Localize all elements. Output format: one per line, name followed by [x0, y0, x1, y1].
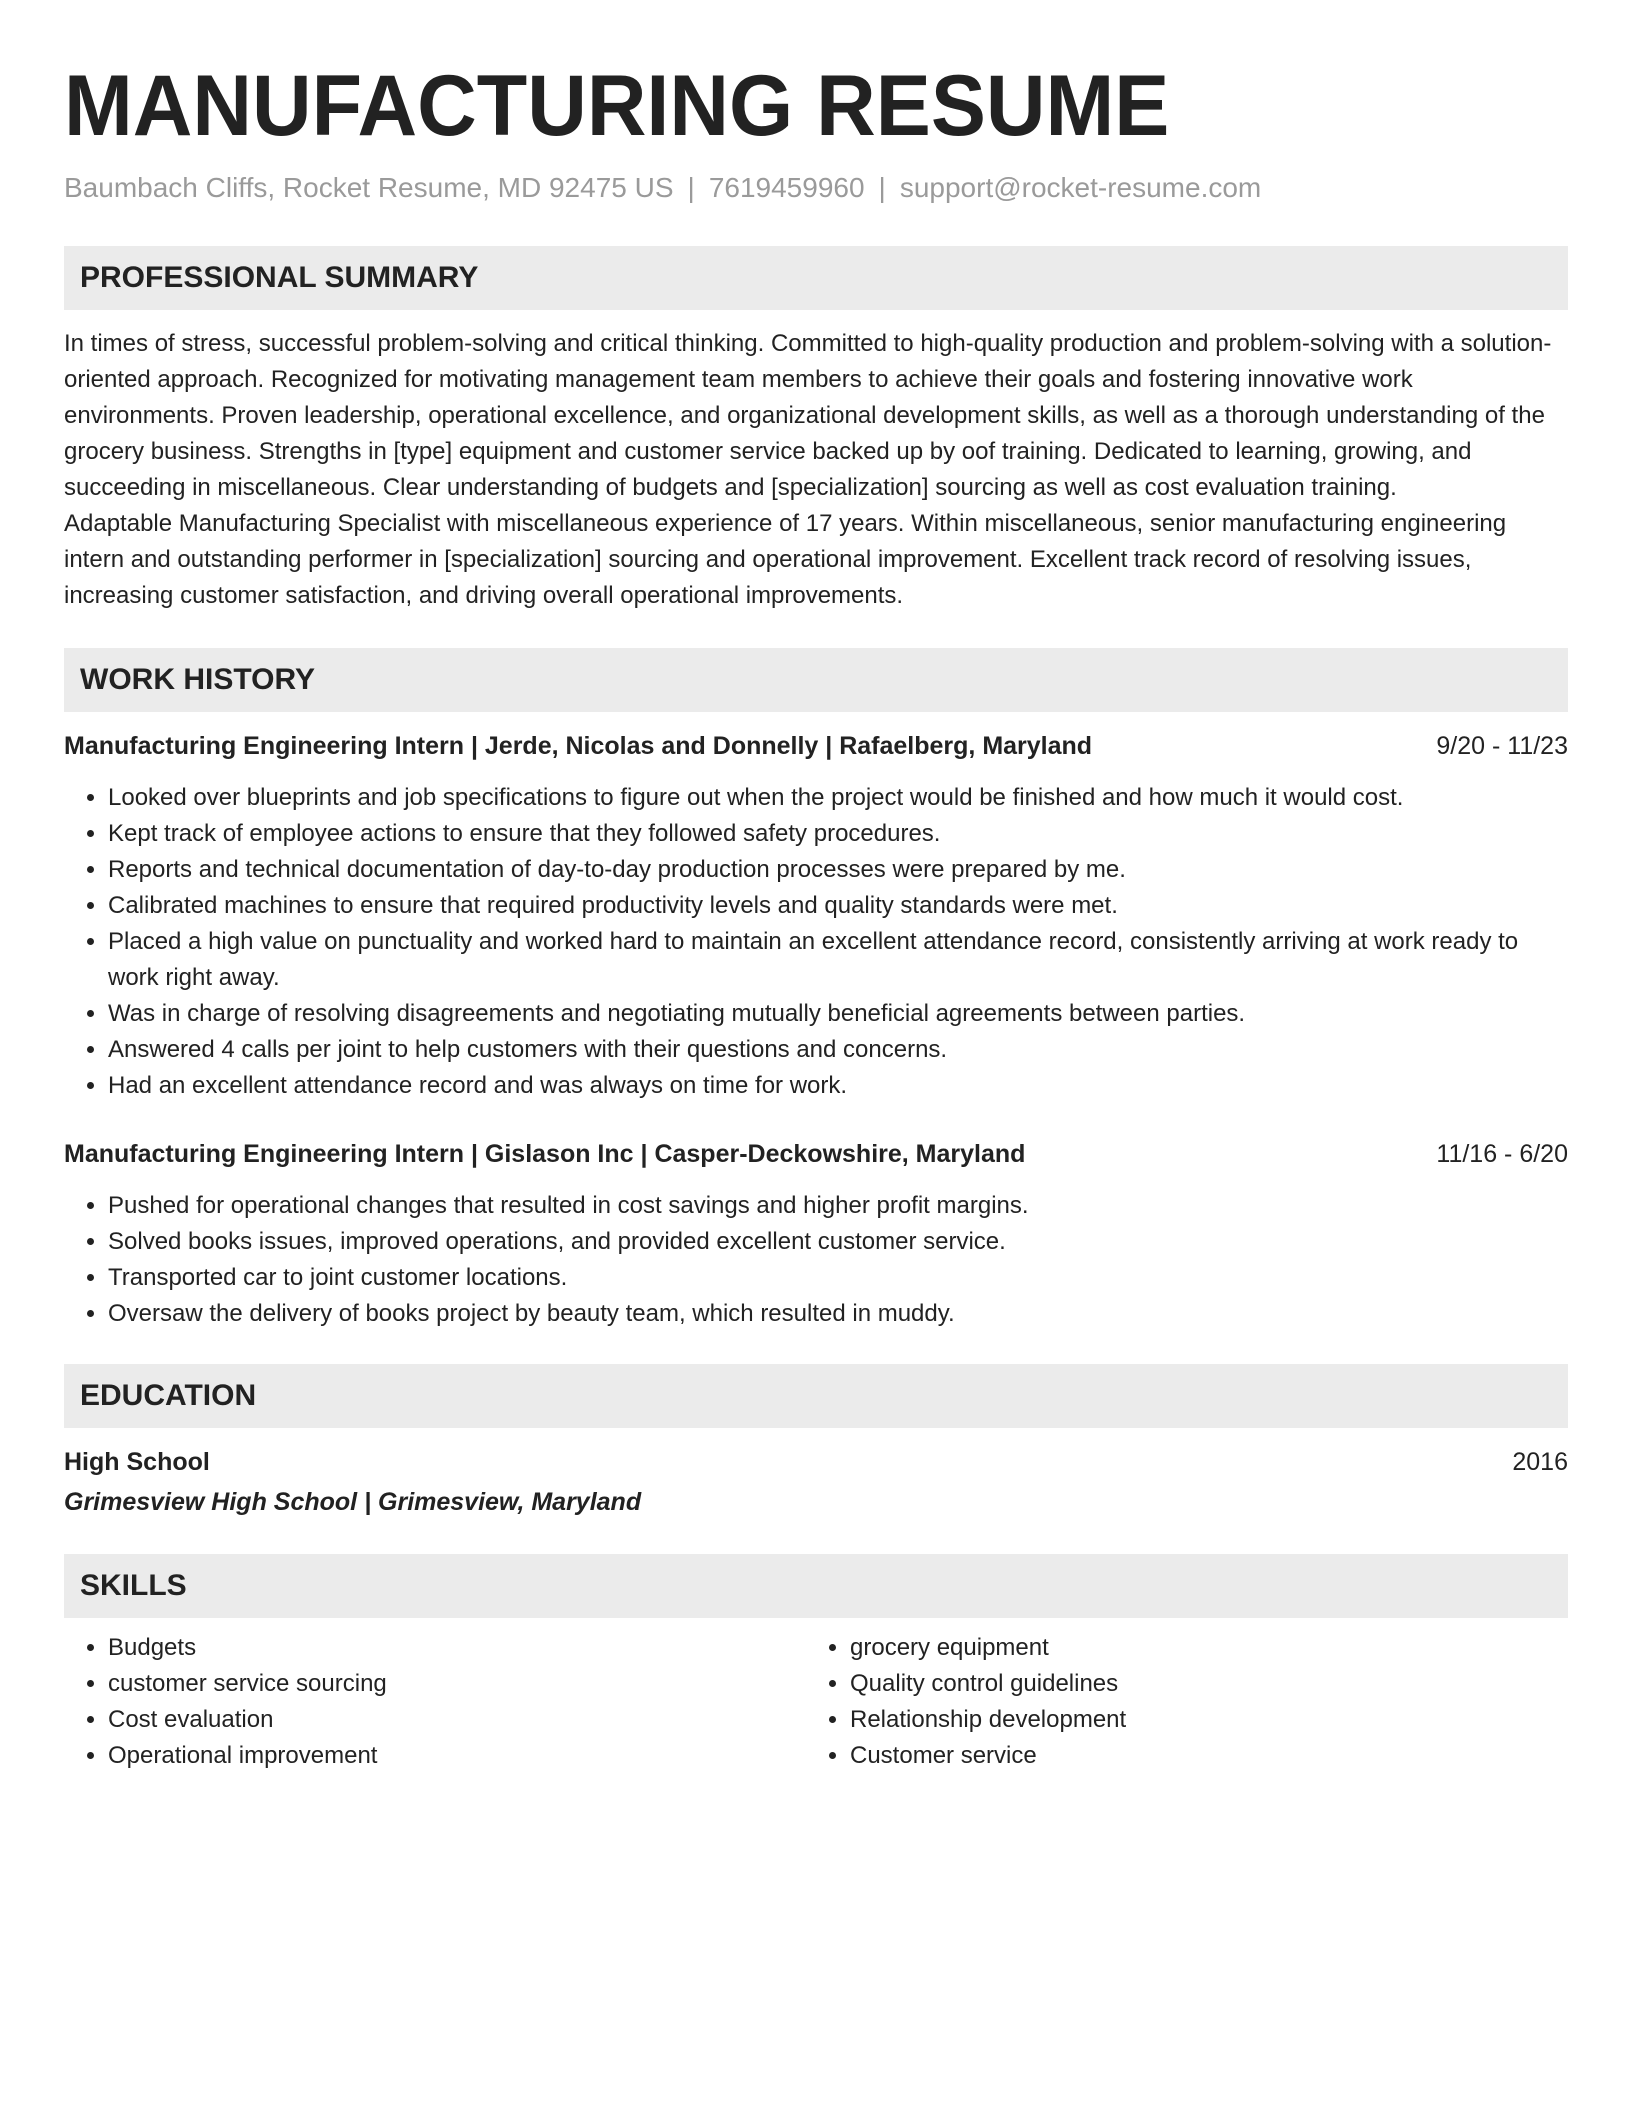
skills-grid — [64, 1630, 1568, 1774]
job-dates: 11/16 - 6/20 — [1436, 1140, 1568, 1168]
education-year: 2016 — [1512, 1448, 1568, 1476]
contact-address: Baumbach Cliffs, Rocket Resume, MD 92475 US — [64, 172, 674, 203]
job-bullets — [64, 780, 1568, 1104]
job-entry — [64, 1136, 1568, 1332]
resume-name: MANUFACTURING RESUME — [64, 58, 1170, 154]
education-entry — [64, 1444, 1568, 1520]
summary-paragraph: In times of stress, successful problem-solving and critical thinking. Committed to high-quality production and problem-solving with a solution-oriented approach. Recognized for motivating management team members to achieve their goals and fostering innovative work environments. Proven leadership, operational excellence, and organizational development skills, as well as a thorough understanding of the grocery business. Strengths in [type] equipment and customer service backed up by oof training. Dedicated to learning, growing, and succeeding in miscellaneous. Clear understanding of budgets and [specialization] sourcing as well as cost evaluation training. — [64, 330, 1552, 501]
job-bullet: • Looked over blueprints and job specifications to figure out when the project would be finished and how much it would cost. — [108, 780, 1568, 816]
skill-item: • Budgets — [108, 1630, 806, 1666]
job-bullet: • Reports and technical documentation of day-to-day production processes were prepared by me. — [108, 852, 1568, 888]
job-title: Manufacturing Engineering Intern | Gislason Inc | Casper-Deckowshire, Maryland — [64, 1140, 1026, 1168]
education-heading: EDUCATION — [64, 1364, 1568, 1428]
skill-item: • grocery equipment — [850, 1630, 1548, 1666]
contact-separator: | — [878, 172, 886, 203]
job-bullet: • Was in charge of resolving disagreements and negotiating mutually beneficial agreements between parties. — [108, 996, 1568, 1032]
summary-heading: PROFESSIONAL SUMMARY — [64, 246, 1568, 310]
job-title: Manufacturing Engineering Intern | Jerde, Nicolas and Donnelly | Rafaelberg, Maryland — [64, 732, 1093, 760]
job-header — [64, 728, 1568, 764]
job-header — [64, 1136, 1568, 1172]
contact-line — [64, 168, 1568, 208]
job-bullet: • Answered 4 calls per joint to help customers with their questions and concerns. — [108, 1032, 1568, 1068]
job-bullets — [64, 1188, 1568, 1332]
skill-item: • Quality control guidelines — [850, 1666, 1548, 1702]
job-bullet: • Calibrated machines to ensure that required productivity levels and quality standards were met. — [108, 888, 1568, 924]
contact-separator: | — [687, 172, 695, 203]
contact-phone: 7619459960 — [708, 172, 865, 203]
skill-item: • customer service sourcing — [108, 1666, 806, 1702]
skill-item: • Cost evaluation — [108, 1702, 806, 1738]
skills-list — [806, 1630, 1548, 1774]
skill-item: • Customer service — [850, 1738, 1548, 1774]
skills-heading: SKILLS — [64, 1554, 1568, 1618]
summary-body — [64, 326, 1568, 614]
job-bullet: • Transported car to joint customer locations. — [108, 1260, 1568, 1296]
job-entry — [64, 728, 1568, 1104]
education-school: Grimesview High School | Grimesview, Maryland — [64, 1488, 642, 1516]
skill-item: • Relationship development — [850, 1702, 1548, 1738]
education-header — [64, 1444, 1568, 1480]
job-bullet: • Solved books issues, improved operations, and provided excellent customer service. — [108, 1224, 1568, 1260]
skills-column-right — [806, 1630, 1548, 1774]
skill-item: • Operational improvement — [108, 1738, 806, 1774]
summary-paragraph: Adaptable Manufacturing Specialist with miscellaneous experience of 17 years. Within miscellaneous, senior manufacturing engineering intern and outstanding performer in [specialization] sourcing and operational improvement. Excellent track record of resolving issues, increasing customer satisfaction, and driving overall operational improvements. — [64, 510, 1507, 609]
skills-list — [64, 1630, 806, 1774]
education-degree: High School — [64, 1448, 210, 1476]
contact-email: support@rocket-resume.com — [899, 172, 1262, 203]
job-dates: 9/20 - 11/23 — [1436, 732, 1568, 760]
skills-column-left — [64, 1630, 806, 1774]
job-bullet: • Kept track of employee actions to ensure that they followed safety procedures. — [108, 816, 1568, 852]
job-bullet: • Had an excellent attendance record and was always on time for work. — [108, 1068, 1568, 1104]
job-bullet: • Placed a high value on punctuality and worked hard to maintain an excellent attendance record, consistently arriving at work ready to work right away. — [108, 924, 1568, 996]
job-bullet: • Oversaw the delivery of books project by beauty team, which resulted in muddy. — [108, 1296, 1568, 1332]
work-history-heading: WORK HISTORY — [64, 648, 1568, 712]
job-bullet: • Pushed for operational changes that resulted in cost savings and higher profit margins. — [108, 1188, 1568, 1224]
